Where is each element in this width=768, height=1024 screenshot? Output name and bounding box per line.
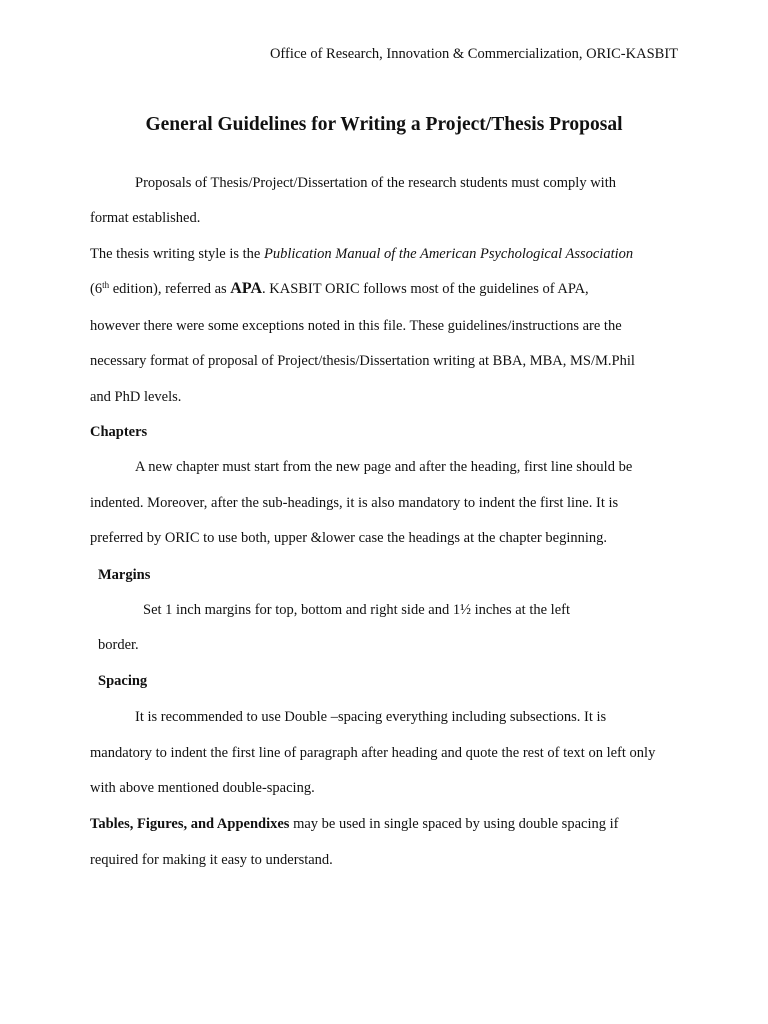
margins-heading: Margins xyxy=(98,567,151,583)
chapters-line-3: preferred by ORIC to use both, upper &lower case the headings at the chapter beginning. xyxy=(90,530,608,546)
apa-manual-title: Publication Manual of the American Psychological Association xyxy=(263,246,634,262)
edition-open-text: (6 xyxy=(90,281,103,297)
spacing-line-3: with above mentioned double-spacing. xyxy=(90,780,315,796)
tables-rest-text: may be used in single spaced by using double spacing if xyxy=(289,816,619,832)
spacing-line-1: It is recommended to use Double –spacing everything including subsections. It is xyxy=(135,709,607,725)
edition-superscript: th xyxy=(102,280,110,290)
style-line-2 xyxy=(90,280,589,298)
style-line-3: however there were some exceptions noted in this file. These guidelines/instructions are the xyxy=(90,318,622,334)
intro-line-1: Proposals of Thesis/Project/Dissertation of the research students must comply with xyxy=(135,175,616,191)
intro-line-2: format established. xyxy=(90,210,201,226)
after-apa-text: . KASBIT ORIC follows most of the guidelines of APA, xyxy=(262,281,589,297)
margins-line-1: Set 1 inch margins for top, bottom and right side and 1½ inches at the left xyxy=(143,602,570,618)
apa-abbreviation: APA xyxy=(230,280,262,297)
tables-line-2: required for making it easy to understand. xyxy=(90,852,333,868)
document-title: General Guidelines for Writing a Project/Thesis Proposal xyxy=(145,114,623,135)
chapters-heading: Chapters xyxy=(90,424,148,440)
style-lead-text: The thesis writing style is the xyxy=(90,246,264,262)
spacing-heading: Spacing xyxy=(98,673,148,689)
margins-line-2: border. xyxy=(98,637,139,653)
tables-line-1 xyxy=(90,815,618,833)
style-line-5: and PhD levels. xyxy=(90,389,182,405)
tables-heading: Tables, Figures, and Appendixes xyxy=(90,816,290,832)
chapters-line-2: indented. Moreover, after the sub-headings, it is also mandatory to indent the first line. It is xyxy=(90,495,619,511)
spacing-line-2: mandatory to indent the first line of paragraph after heading and quote the rest of text on left only xyxy=(90,745,656,761)
page-header: Office of Research, Innovation & Commercialization, ORIC-KASBIT xyxy=(269,46,678,62)
style-line-1 xyxy=(90,245,633,263)
chapters-line-1: A new chapter must start from the new page and after the heading, first line should be xyxy=(135,459,633,475)
style-line-4: necessary format of proposal of Project/thesis/Dissertation writing at BBA, MBA, MS/M.Phil xyxy=(90,353,635,369)
edition-rest-text: edition), referred as xyxy=(109,281,231,297)
